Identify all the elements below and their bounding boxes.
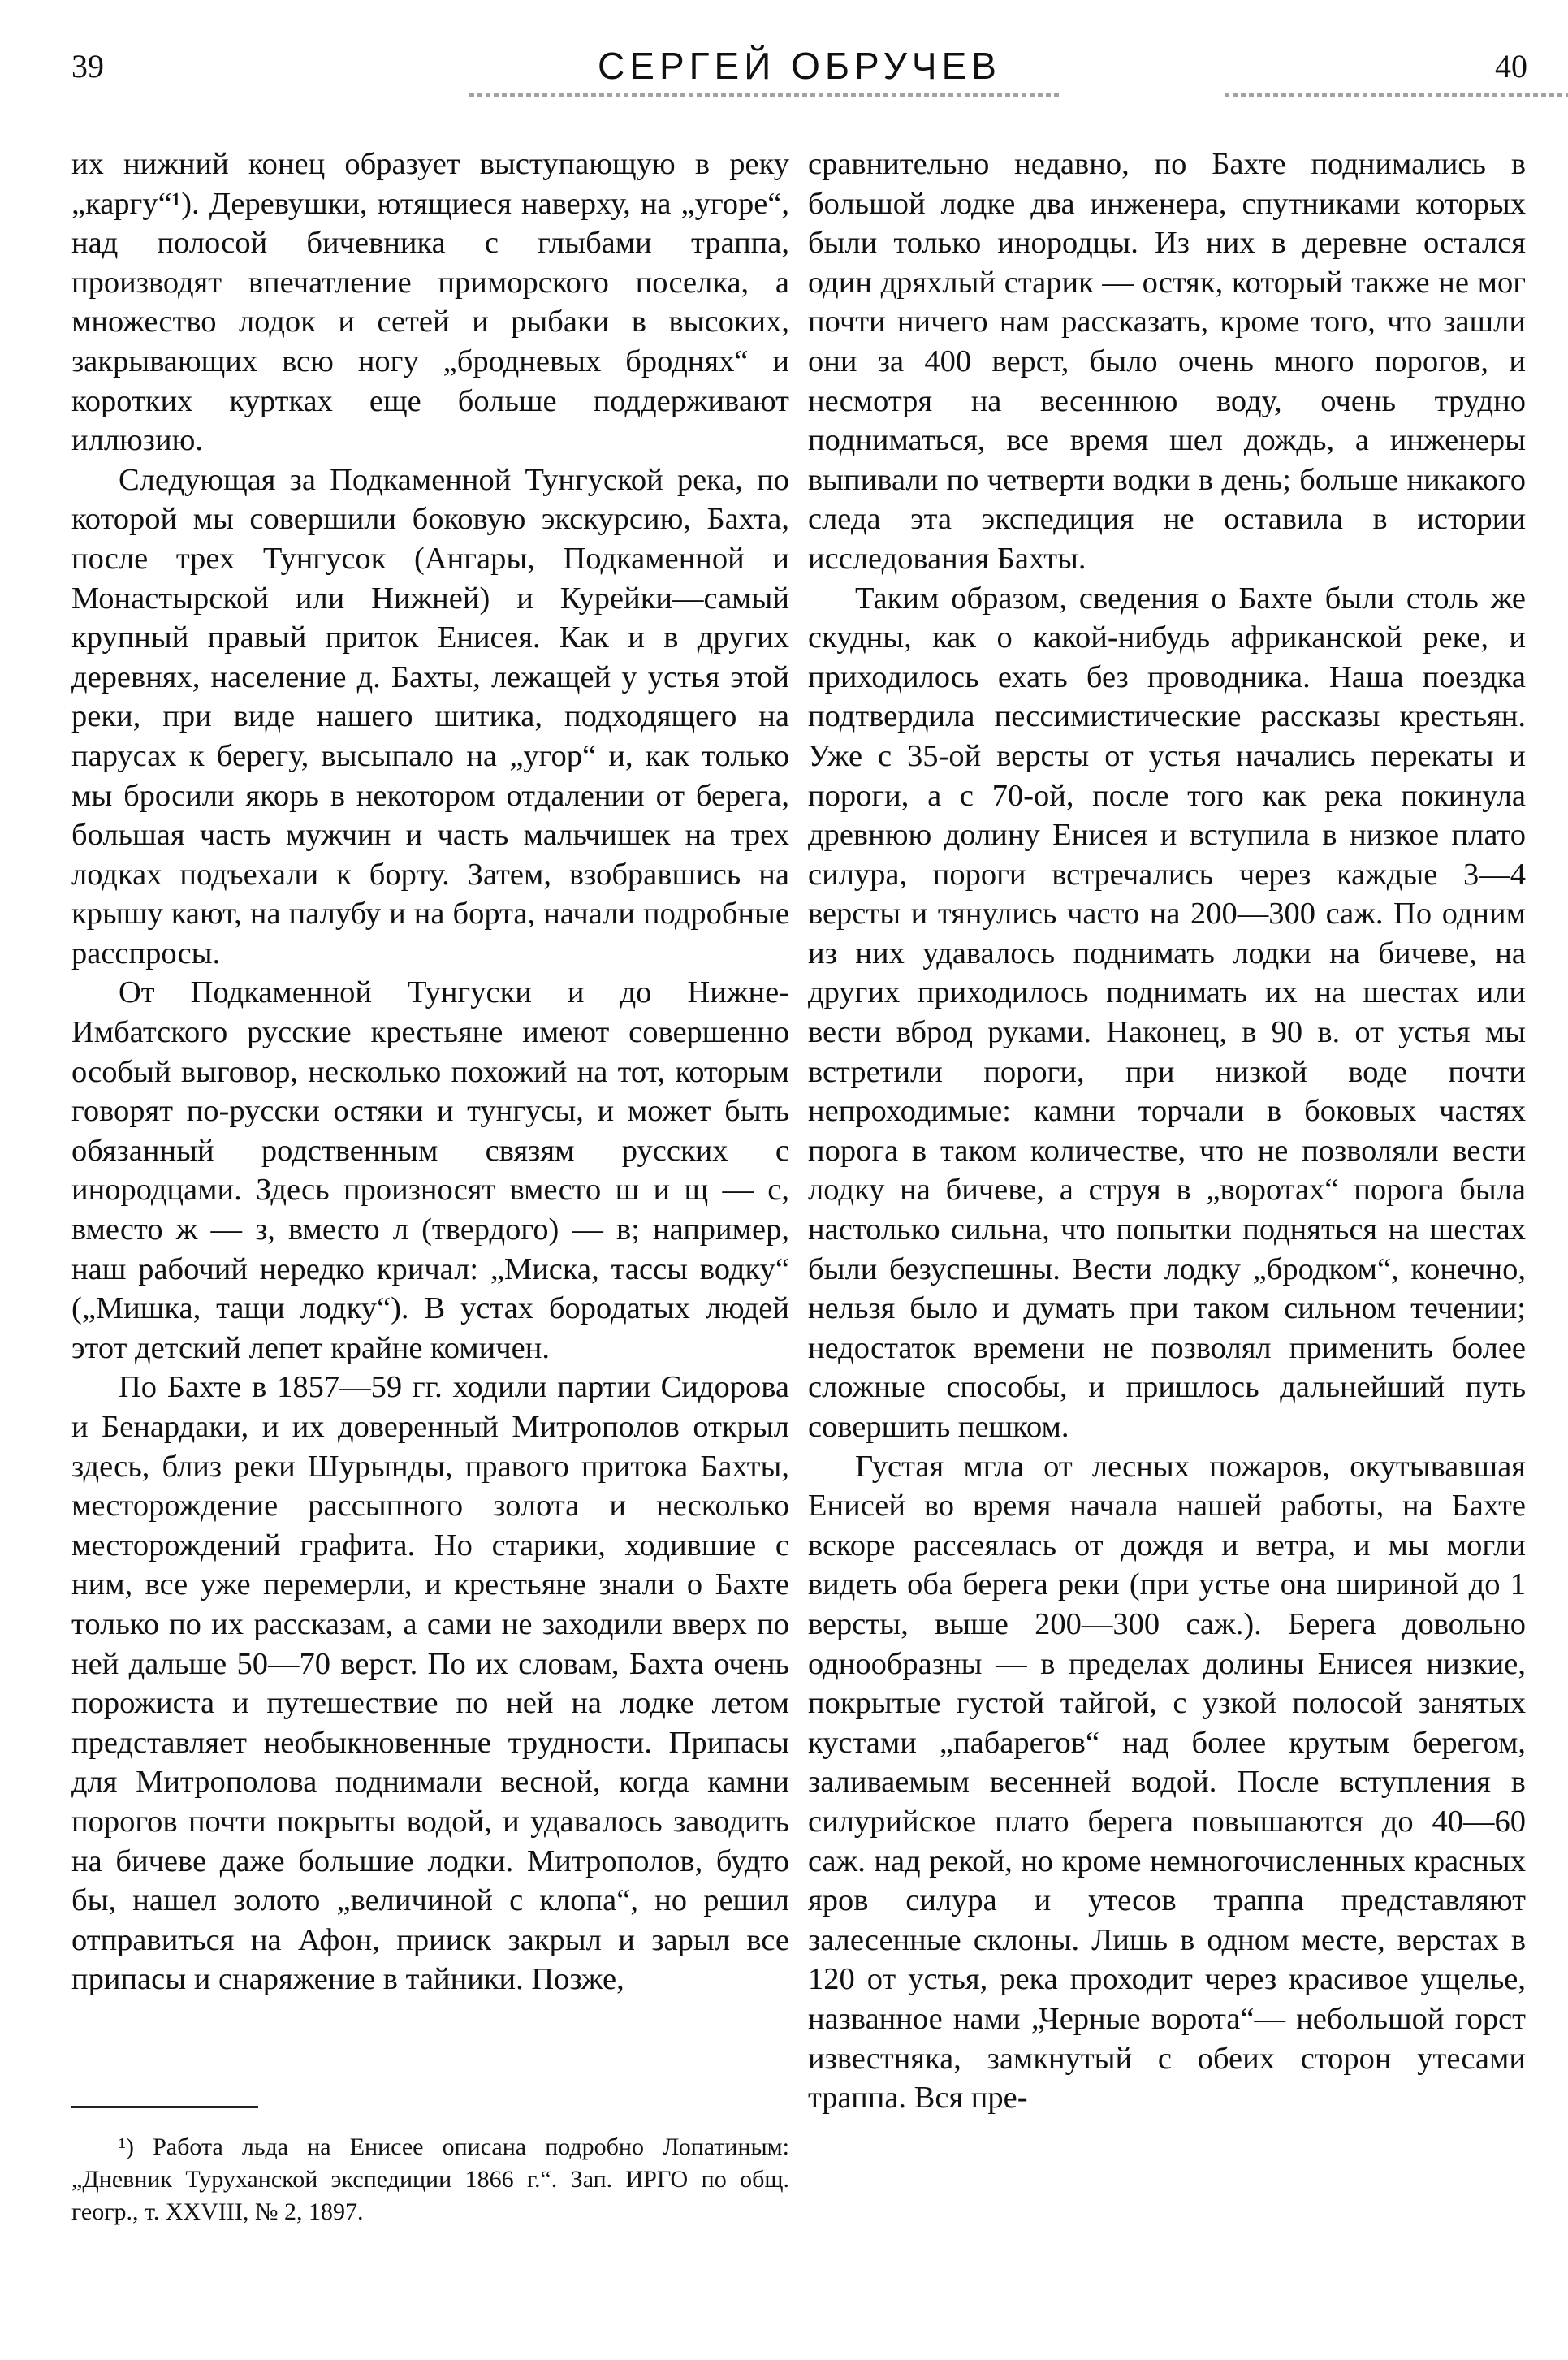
paragraph: От Подкаменной Тунгуски и до Нижне-Имбатского русские крестьяне имеют совершенно особый выговор, несколько похожий на тот, которым говорят по-русски остяки и тунгусы, и может быть обязанный родственным связям русских с инородцами. Здесь произносят вместо ш и щ — с, вместо ж — з, вместо л (твердого) — в; например, наш рабочий нередко кричал: „Миска, тассы водку“ („Мишка, тащи лодку“). В устах бородатых людей этот детский лепет крайне комичен. (71, 975, 789, 1365)
footnote-text: ¹) Работа льда на Енисее описана подробно Лопатиным: „Дневник Туруханской экспедиции 1866 г.“. Зап. ИРГО по общ. геогр., т. XXVIII, № 2, 1897. (71, 2133, 789, 2225)
paragraph: По Бахте в 1857—59 гг. ходили партии Сидорова и Бенардаки, и их доверенный Митрополов открыл здесь, близ реки Шурынды, правого притока Бахты, месторождение рассыпного золота и несколько месторождений графита. Но старики, ходившие с ним, все уже перемерли, и крестьяне знали о Бахте только по их рассказам, а сами не заходили вверх по ней дальше 50—70 верст. По их словам, Бахта очень порожиста и путешествие по ней на лодке летом представляет необыкновенные трудности. Припасы для Митрополова поднимали весной, когда камни порогов почти покрыты водой, и удавалось заводить на бичеве даже большие лодки. Митрополов, будто бы, нашел золото „величиной с клопа“, но решил отправиться на Афон, прииск закрыл и зарыл все припасы и снаряжение в тайники. Позже, (71, 1370, 789, 1997)
header-rule-left (469, 93, 1062, 97)
footnote (71, 2131, 789, 2228)
header-rule-right (1225, 93, 1568, 97)
left-column (71, 145, 789, 1999)
paragraph: сравнительно недавно, по Бахте поднимались в большой лодке два инженера, спутниками которых были только инородцы. Из них в деревне остался один дряхлый старик — остяк, который также не мог почти ничего нам рассказать, кроме того, что зашли они за 400 верст, было очень много порогов, и несмотря на весеннюю воду, очень трудно подниматься, все время шел дождь, а инженеры выпивали по четверти водки в день; больше никакого следа эта экспедиция не оставила в истории исследования Бахты. (808, 147, 1526, 576)
paragraph: Таким образом, сведения о Бахте были столь же скудны, как о какой-нибудь африканской реке, и приходилось ехать без проводника. Наша поездка подтвердила пессимистические рассказы крестьян. Уже с 35-ой версты от устья начались перекаты и пороги, а с 70-ой, после того как река покинула древнюю долину Енисея и вступила в низкое плато силура, пороги встречались через каждые 3—4 версты и тянулись часто на 200—300 саж. По одним из них удавалось поднимать лодки на бичеве, на других приходилось поднимать их на шестах или вести вброд руками. Наконец, в 90 в. от устья мы встретили пороги, при низкой воде почти непроходимые: камни торчали в боковых частях порога в таком количестве, что не позволяли вести лодку на бичеве, а струя в „воротах“ порога была настолько сильна, что попытки подняться на шестах были безуспешны. Вести лодку „бродком“, конечно, нельзя было и думать при таком сильном течении; недостаток времени не позволял применить более сложные способы, и пришлось дальнейший путь совершить пешком. (808, 581, 1526, 1444)
page-header (71, 47, 1527, 104)
right-column (808, 145, 1526, 2118)
page-number-right: 40 (1495, 48, 1527, 84)
paragraph: их нижний конец образует выступающую в реку „каргу“¹). Деревушки, ютящиеся наверху, на „угоре“, над полосой бичевника с глыбами траппа, производят впечатление приморского поселка, а множество лодок и сетей и рыбаки в высоких, закрывающих всю ногу „бродневых броднях“ и коротких куртках еще больше поддерживают иллюзию. (71, 147, 789, 458)
footnote-separator (71, 2106, 258, 2108)
paragraph: Густая мгла от лесных пожаров, окутывавшая Енисей во время начала нашей работы, на Бахте вскоре рассеялась от дождя и ветра, и мы могли видеть оба берега реки (при устье она шириной до 1 версты, выше 200—300 саж.). Берега довольно однообразны — в пределах долины Енисея низкие, покрытые густой тайгой, с узкой полосой занятых кустами „пабарегов“ над более крутым берегом, заливаемым весенней водой. После вступления в силурийское плато берега повышаются до 40—60 саж. над рекой, но кроме немногочисленных красных яров силура и утесов траппа представляют залесенные склоны. Лишь в одном месте, верстах в 120 от устья, река проходит через красивое ущелье, названное нами „Черные ворота“— небольшой горст известняка, замкнутый с обеих сторон утесами траппа. Вся пре- (808, 1449, 1526, 2116)
running-title: СЕРГЕЙ ОБРУЧЕВ (598, 45, 1001, 87)
paragraph: Следующая за Подкаменной Тунгуской река, по которой мы совершили боковую экскурсию, Бахта, после трех Тунгусок (Ангары, Подкаменной и Монастырской или Нижней) и Курейки—самый крупный правый приток Енисея. Как и в других деревнях, население д. Бахты, лежащей у устья этой реки, при виде нашего шитика, подходящего на парусах к берегу, высыпало на „угор“ и, как только мы бросили якорь в некотором отдалении от берега, большая часть мужчин и часть мальчишек на трех лодках подъехали к борту. Затем, взобравшись на крышу кают, на палубу и на борта, начали подробные расспросы. (71, 462, 789, 970)
page-number-left: 39 (71, 48, 104, 84)
